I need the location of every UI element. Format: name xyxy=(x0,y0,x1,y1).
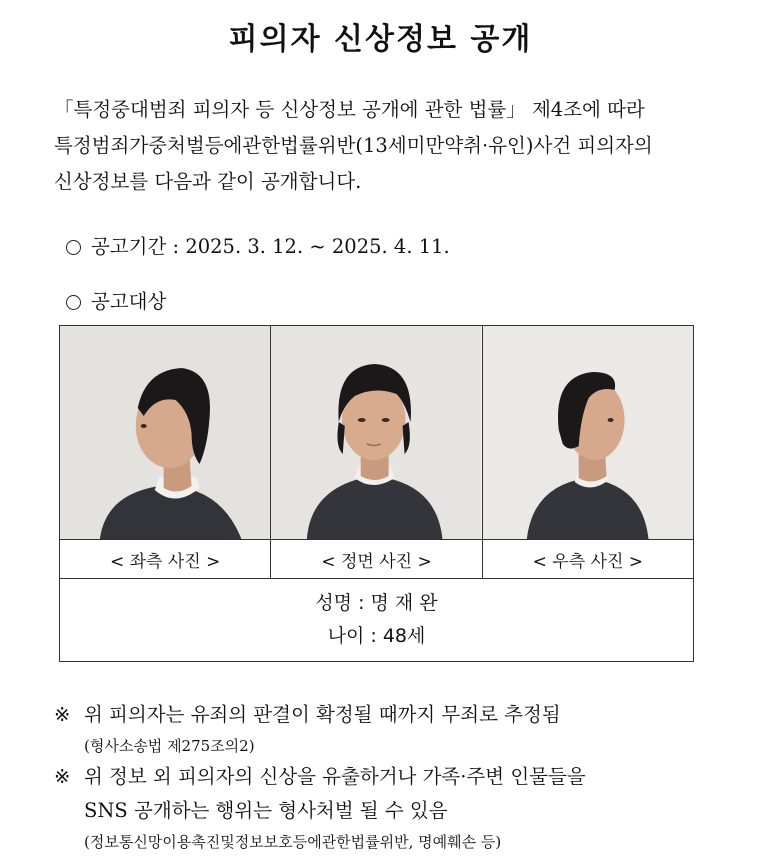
front-photo xyxy=(271,326,481,539)
note-leak-warning-cont: SNS 공개하는 행위는 형사처벌 될 수 있음 xyxy=(84,799,448,822)
note-leak-warning-ref: (정보통신망이용촉진및정보보호등에관한법률위반, 명예훼손 등) xyxy=(84,833,502,851)
notice-target xyxy=(66,286,166,314)
caption-front: < 정면 사진 > xyxy=(271,540,482,579)
note-presumption-ref: (형사소송법 제275조의2) xyxy=(84,737,255,755)
right-profile-photo xyxy=(483,326,693,539)
notice-target-text: 공고대상 xyxy=(91,290,167,313)
photo-front-cell xyxy=(271,326,482,540)
suspect-info xyxy=(60,579,694,662)
note-leak-warning-text: 위 정보 외 피의자의 신상을 유출하거나 가족·주변 인물들을 xyxy=(84,765,586,788)
suspect-age: 나이 : 48세 xyxy=(327,625,426,647)
left-profile-photo xyxy=(60,326,270,539)
circle-bullet-icon xyxy=(66,295,81,310)
reference-mark-icon: ※ xyxy=(54,703,71,726)
photo-left-cell xyxy=(60,326,271,540)
reference-mark-icon: ※ xyxy=(54,765,71,788)
notes-section xyxy=(54,698,734,856)
caption-right: < 우측 사진 > xyxy=(482,540,693,579)
circle-bullet-icon xyxy=(66,240,81,255)
notice-period-text: 공고기간 : 2025. 3. 12. ~ 2025. 4. 11. xyxy=(91,235,450,258)
note-presumption-text: 위 피의자는 유죄의 판결이 확정될 때까지 무죄로 추정됨 xyxy=(84,703,561,726)
page-title: 피의자 신상정보 공개 xyxy=(228,22,533,57)
intro-paragraph xyxy=(54,92,714,200)
notice-period xyxy=(66,231,450,259)
suspect-photo-table xyxy=(59,325,694,662)
intro-line-2: 특정범죄가중처벌등에관한법률위반(13세미만약취·유인)사건 피의자의 xyxy=(54,134,653,157)
intro-line-3: 신상정보를 다음과 같이 공개합니다. xyxy=(54,170,362,193)
note-leak-warning xyxy=(54,760,734,794)
suspect-name: 성명 : 명 재 완 xyxy=(315,592,438,614)
caption-left: < 좌측 사진 > xyxy=(60,540,271,579)
note-presumption xyxy=(54,698,734,732)
intro-line-1: 「특정중대범죄 피의자 등 신상정보 공개에 관한 법률」 제4조에 따라 xyxy=(54,98,645,121)
photo-right-cell xyxy=(482,326,693,540)
